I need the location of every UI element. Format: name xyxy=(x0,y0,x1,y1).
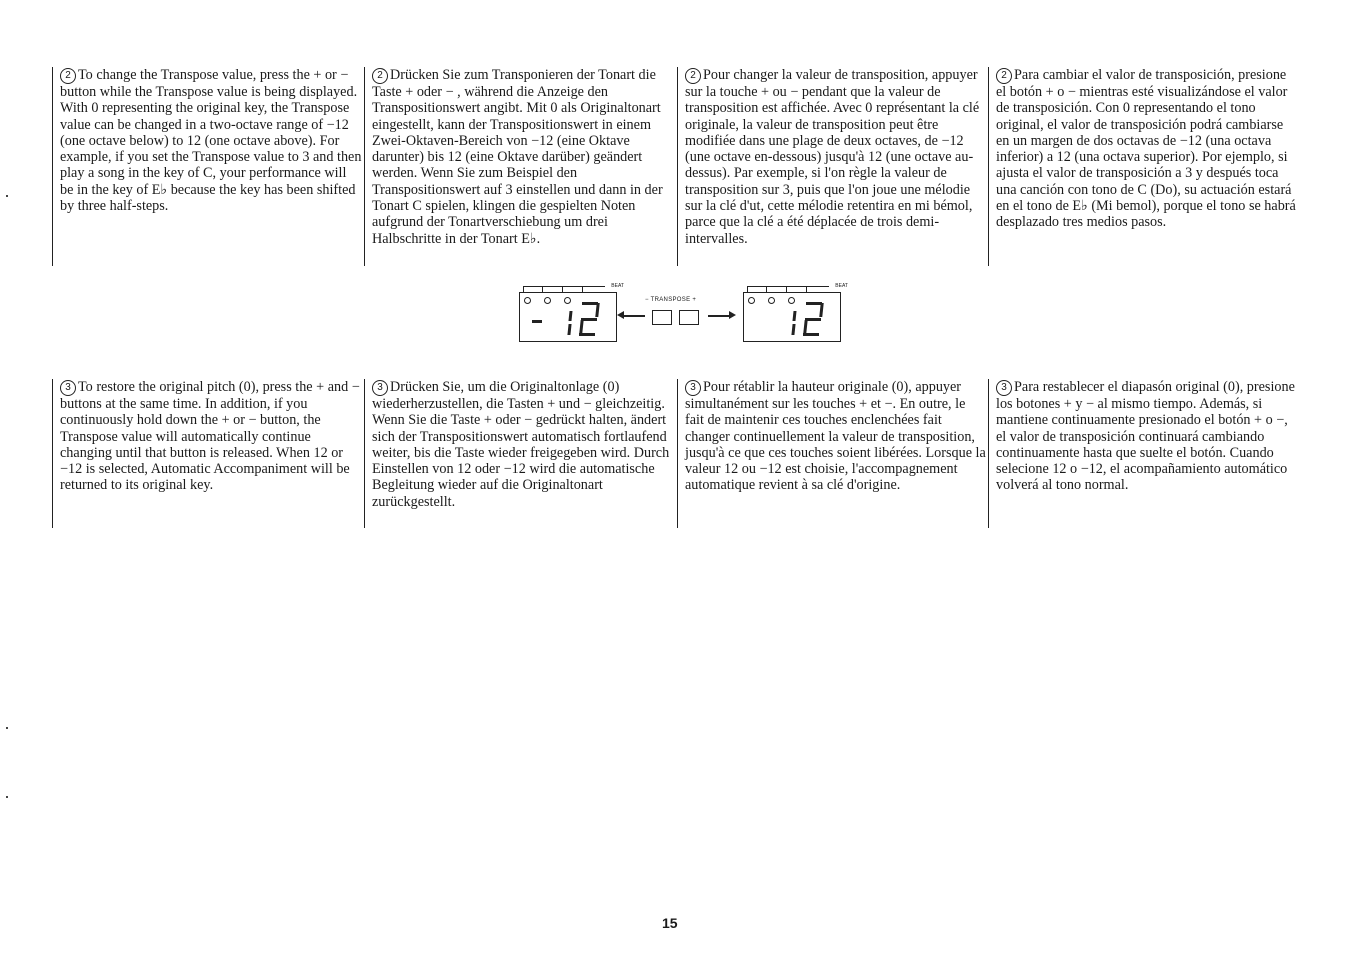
arrow-right-icon xyxy=(708,315,730,317)
step-number: 3 xyxy=(996,380,1012,396)
step-number: 3 xyxy=(685,380,701,396)
section-fr-step3 xyxy=(677,379,987,528)
beat-dot xyxy=(748,297,755,304)
step-number: 2 xyxy=(60,68,76,84)
beat-dot xyxy=(564,297,571,304)
scan-mark xyxy=(6,796,8,798)
lcd-display-minus12 xyxy=(519,283,624,342)
scan-mark xyxy=(6,195,8,197)
step-number: 2 xyxy=(996,68,1012,84)
beat-dot xyxy=(544,297,551,304)
section-en-step2 xyxy=(52,67,362,266)
section-text: Drücken Sie, um die Originaltonlage (0) wiederherzustellen, die Tasten + und − gleichzeitig. Wenn Sie die Taste + oder − gedrückt halten, ändert sich der Transpositionswert automatisch fortlaufend weiter, bis die Taste wieder freigegeben wird. Durch Einstellen von 12 oder −12 wird die automatische Begleitung wieder auf die Originaltonart zurückgestellt. xyxy=(372,379,670,510)
step-number: 3 xyxy=(60,380,76,396)
step-number: 2 xyxy=(685,68,701,84)
beat-label: BEAT xyxy=(835,283,848,289)
section-text: Pour rétablir la hauteur originale (0), appuyer simultanément sur les touches + et −. En outre, le fait de maintenir ces touches enclenchées fait changer continuellement la valeur de transposition, jusqu'à ce que ces touches soient libérées. Lorsque la valeur 12 ou −12 est choisie, l'accompagnement automatique revient à sa clé d'origine. xyxy=(685,379,986,494)
section-de-step3 xyxy=(364,379,674,528)
beat-dot xyxy=(768,297,775,304)
scan-mark xyxy=(6,727,8,729)
section-text: Pour changer la valeur de transposition, appuyer sur la touche + ou − pendant que la valeur de transposition est affichée. Avec 0 représentant la clé originale, la valeur de transposition peut être modifiée dans une plage de deux octaves, de −12 (une octave en-dessous) jusqu'à 12 (une octave au-dessus). Par exemple, si l'on règle la valeur de transposition sur 3, puis que l'on joue une mélodie sur la clé d'ut, cette mélodie retentira en mi bémol, parce que la clé a été déplacée de trois demi-intervalles. xyxy=(685,67,980,247)
section-text: Para restablecer el diapasón original (0), presione los botones + y − al mismo tiempo. Además, si mantiene continuamente presionado el botón + o −, el valor de transposición continuará cambiando continuamente hasta que suelte el botón. Cuando selecione 12 o −12, el acompañamiento automático volverá al tono normal. xyxy=(996,379,1295,494)
section-text: To change the Transpose value, press the + or − button while the Transpose value is being displayed. With 0 representing the original key, the Transpose value can be changed in a two-octave range of −12 (one octave below) to 12 (one octave above). For example, if you set the Transpose value to 3 and then play a song in the key of C, your performance will be in the key of E♭ because the key has been shifted by three half-steps. xyxy=(60,67,362,215)
arrow-left-icon xyxy=(623,315,645,317)
beat-label: BEAT xyxy=(611,283,624,289)
beat-indicator-line xyxy=(747,286,829,293)
page-number: 15 xyxy=(662,915,678,931)
transpose-label: − TRANSPOSE + xyxy=(645,297,697,303)
lcd-display-12 xyxy=(743,283,848,342)
step-number: 2 xyxy=(372,68,388,84)
section-text: Para cambiar el valor de transposición, presione el botón + o − mientras esté visualizándose el valor de transposición. Con 0 representando el tono original, el valor de transposición podrá cambiarse en un margen de dos octavas de −12 (una octava inferior) a 12 (una octava superior). Por ejemplo, si ajusta el valor de transposición a 3 y después toca una canción con tono de C (Do), su actuación estará en el tono de E♭ (Mi bemol), porque el tono se habrá desplazado tres medios pasos. xyxy=(996,67,1296,231)
transpose-diagram xyxy=(515,283,851,345)
section-en-step3 xyxy=(52,379,362,528)
beat-dot xyxy=(524,297,531,304)
segment-minus xyxy=(532,320,542,323)
transpose-plus-button[interactable] xyxy=(679,310,699,325)
section-es-step3 xyxy=(988,379,1298,528)
section-es-step2 xyxy=(988,67,1298,266)
beat-dot xyxy=(788,297,795,304)
step-number: 3 xyxy=(372,380,388,396)
transpose-minus-button[interactable] xyxy=(652,310,672,325)
beat-indicator-line xyxy=(523,286,605,293)
section-text: Drücken Sie zum Transponieren der Tonart die Taste + oder − , während die Anzeige den Transpositionswert angibt. Mit 0 als Originaltonart eingestellt, kann der Transpositionswert in einem Zwei-Oktaven-Bereich von −12 (eine Oktave darunter) bis 12 (eine Oktave darüber) geändert werden. Wenn Sie zum Beispiel den Transpositionswert auf 3 einstellen und dann in der Tonart C spielen, klingen die gespielten Noten aufgrund der Tonartverschiebung um drei Halbschritte in der Tonart E♭. xyxy=(372,67,663,247)
section-de-step2 xyxy=(364,67,674,266)
section-text: To restore the original pitch (0), press the + and − buttons at the same time. In addition, if you continuously hold down the + or − button, the Transpose value will automatically continue changing until that button is released. When 12 or −12 is selected, Automatic Accompaniment will be returned to its original key. xyxy=(60,379,360,494)
section-fr-step2 xyxy=(677,67,987,266)
